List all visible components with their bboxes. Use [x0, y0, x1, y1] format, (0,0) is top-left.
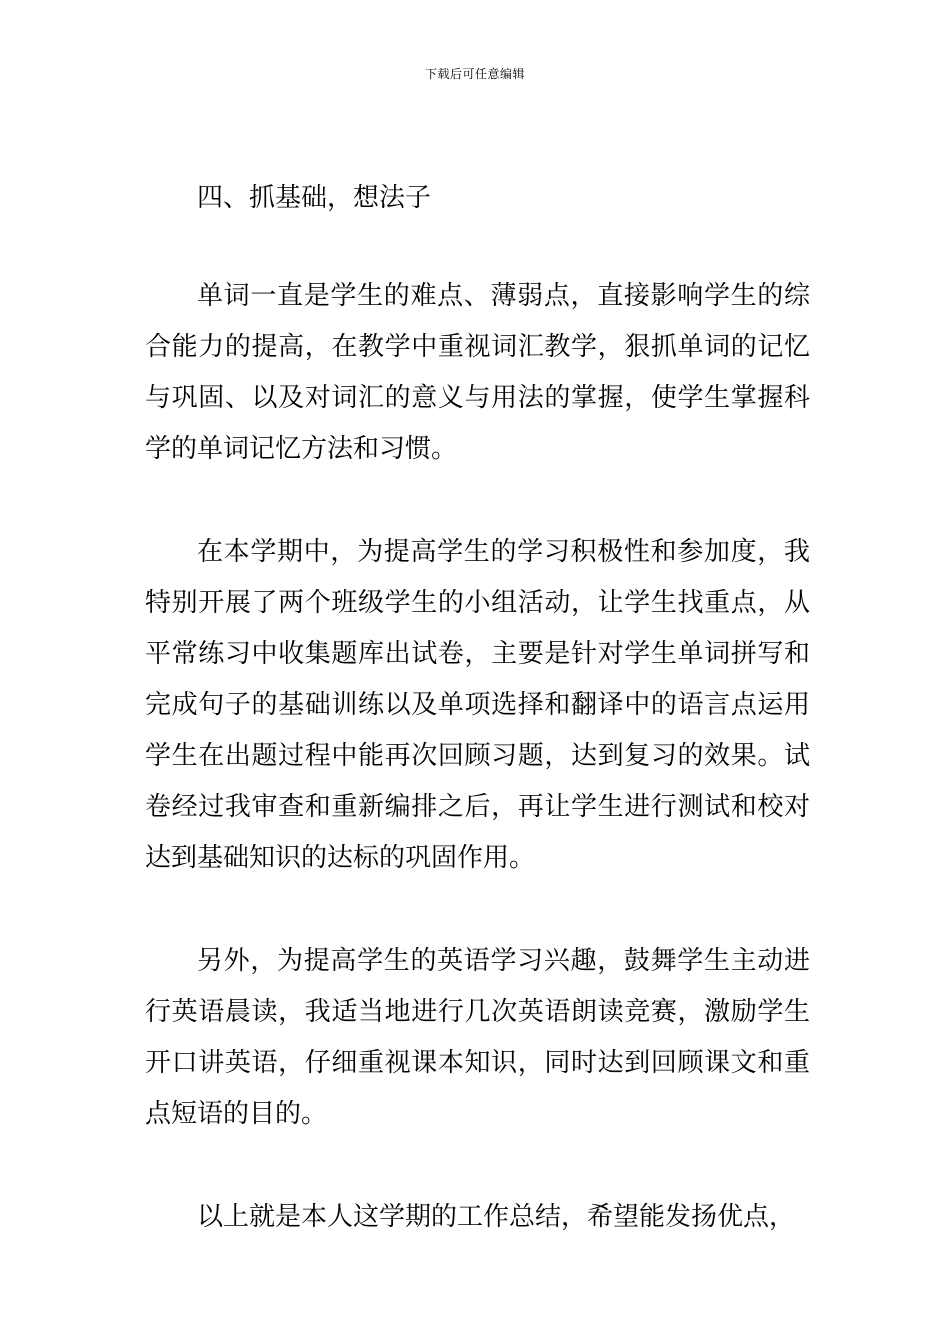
section-heading: 四、抓基础，想法子	[197, 183, 432, 213]
document-body	[145, 176, 810, 1295]
paragraph-summary: 以上就是本人这学期的工作总结，希望能发扬优点，	[197, 1202, 796, 1232]
paragraph-group-activity: 在本学期中，为提高学生的学习积极性和参加度，我特别开展了两个班级学生的小组活动，让学生找重点，从平常练习中收集题库出试卷，主要是针对学生单词拼写和完成句子的基础训练以及单项选择和翻译中的语言点运用学生在出题过程中能再次回顾习题，达到复习的效果。试卷经过我审查和重新编排之后，再让学生进行测试和校对达到基础知识的达标的巩固作用。	[145, 537, 810, 873]
page-header-note: 下载后可任意编辑	[424, 67, 525, 81]
paragraph-vocabulary: 单词一直是学生的难点、薄弱点，直接影响学生的综合能力的提高，在教学中重视词汇教学，狠抓单词的记忆与巩固、以及对词汇的意义与用法的掌握，使学生掌握科学的单词记忆方法和习惯。	[145, 281, 810, 464]
paragraph-reading-contest: 另外，为提高学生的英语学习兴趣，鼓舞学生主动进行英语晨读，我适当地进行几次英语朗读竞赛，激励学生开口讲英语，仔细重视课本知识，同时达到回顾课文和重点短语的目的。	[145, 946, 810, 1129]
